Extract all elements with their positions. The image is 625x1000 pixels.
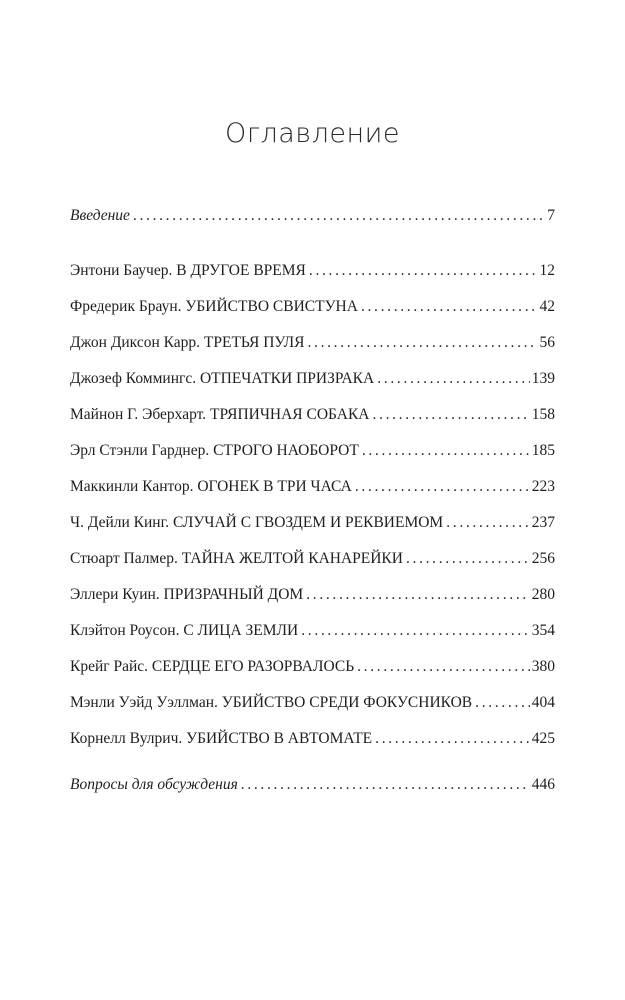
toc-entry-page: 404: [531, 694, 555, 711]
toc-entry-title: Фредерик Браун. УБИЙСТВО СВИСТУНА: [70, 298, 358, 315]
toc-dot-leader: [301, 619, 530, 643]
toc-entry: [70, 475, 555, 499]
toc-entry: [70, 259, 555, 283]
toc-entry-page: 280: [531, 586, 555, 603]
toc-entry-title: Крейг Райс. СЕРДЦЕ ЕГО РАЗОРВАЛОСЬ: [70, 658, 355, 675]
toc-entry-title: Клэйтон Роусон. С ЛИЦА ЗЕМЛИ: [70, 622, 299, 639]
toc-entry-title: Введение: [70, 207, 130, 224]
toc-entry-title: Корнелл Вулрич. УБИЙСТВО В АВТОМАТЕ: [70, 730, 373, 747]
toc-dot-leader: [357, 655, 530, 679]
toc-entry-page: 354: [531, 622, 555, 639]
toc-entry-title: Джозеф Коммингс. ОТПЕЧАТКИ ПРИЗРАКА: [70, 370, 375, 387]
toc-entry-page: 223: [531, 478, 555, 495]
toc-dot-leader: [241, 773, 530, 797]
toc-dot-leader: [377, 367, 530, 391]
toc-entry-title: Стюарт Палмер. ТАЙНА ЖЕЛТОЙ КАНАРЕЙКИ: [70, 550, 403, 567]
toc-dot-leader: [133, 204, 545, 228]
table-of-contents: [70, 204, 555, 797]
toc-dot-leader: [309, 259, 538, 283]
toc-entry: [70, 511, 555, 535]
toc-entry: [70, 403, 555, 427]
toc-entry-page: 12: [539, 262, 555, 279]
toc-entry-title: Ч. Дейли Кинг. СЛУЧАЙ С ГВОЗДЕМ И РЕКВИЕМОМ: [70, 514, 444, 531]
toc-entry-title: Маккинли Кантор. ОГОНЕК В ТРИ ЧАСА: [70, 478, 352, 495]
toc-entry-page: 237: [531, 514, 555, 531]
toc-entry-page: 139: [531, 370, 555, 387]
toc-entry-title: Мэнли Уэйд Уэллман. УБИЙСТВО СРЕДИ ФОКУСНИКОВ: [70, 694, 473, 711]
toc-entry-page: 158: [531, 406, 555, 423]
toc-entry: [70, 295, 555, 319]
toc-entry: [70, 331, 555, 355]
toc-entry-page: 185: [531, 442, 555, 459]
toc-dot-leader: [372, 403, 529, 427]
toc-entry-page: 7: [547, 207, 555, 224]
toc-entry: [70, 727, 555, 751]
toc-entry-title: Майнон Г. Эберхарт. ТРЯПИЧНАЯ СОБАКА: [70, 406, 370, 423]
toc-dot-leader: [475, 691, 530, 715]
toc-dot-leader: [361, 295, 538, 319]
toc-dot-leader: [446, 511, 530, 535]
toc-dot-leader: [375, 727, 530, 751]
toc-dot-leader: [355, 475, 530, 499]
toc-entry-discussion-questions: [70, 773, 555, 797]
toc-entry-page: 425: [531, 730, 555, 747]
page-title: Оглавление: [224, 118, 401, 149]
toc-entry: [70, 547, 555, 571]
toc-entry-page: 446: [531, 776, 555, 793]
toc-entry-title: Эрл Стэнли Гарднер. СТРОГО НАОБОРОТ: [70, 442, 359, 459]
toc-entry-page: 256: [531, 550, 555, 567]
toc-entry: [70, 691, 555, 715]
toc-entry: [70, 583, 555, 607]
toc-dot-leader: [362, 439, 530, 463]
toc-entry-title: Вопросы для обсуждения: [70, 776, 238, 793]
toc-entry-title: Эллери Куин. ПРИЗРАЧНЫЙ ДОМ: [70, 586, 304, 603]
toc-entry-title: Джон Диксон Карр. ТРЕТЬЯ ПУЛЯ: [70, 334, 305, 351]
toc-entry-page: 380: [531, 658, 555, 675]
toc-dot-leader: [307, 331, 537, 355]
toc-dot-leader: [406, 547, 530, 571]
toc-entry: [70, 655, 555, 679]
toc-entry-title: Энтони Баучер. В ДРУГОЕ ВРЕМЯ: [70, 262, 306, 279]
toc-entry-page: 42: [539, 298, 555, 315]
toc-entry-page: 56: [539, 334, 555, 351]
toc-entry: [70, 439, 555, 463]
toc-entry: [70, 367, 555, 391]
toc-entry: [70, 619, 555, 643]
toc-entry-introduction: [70, 204, 555, 228]
toc-dot-leader: [306, 583, 530, 607]
